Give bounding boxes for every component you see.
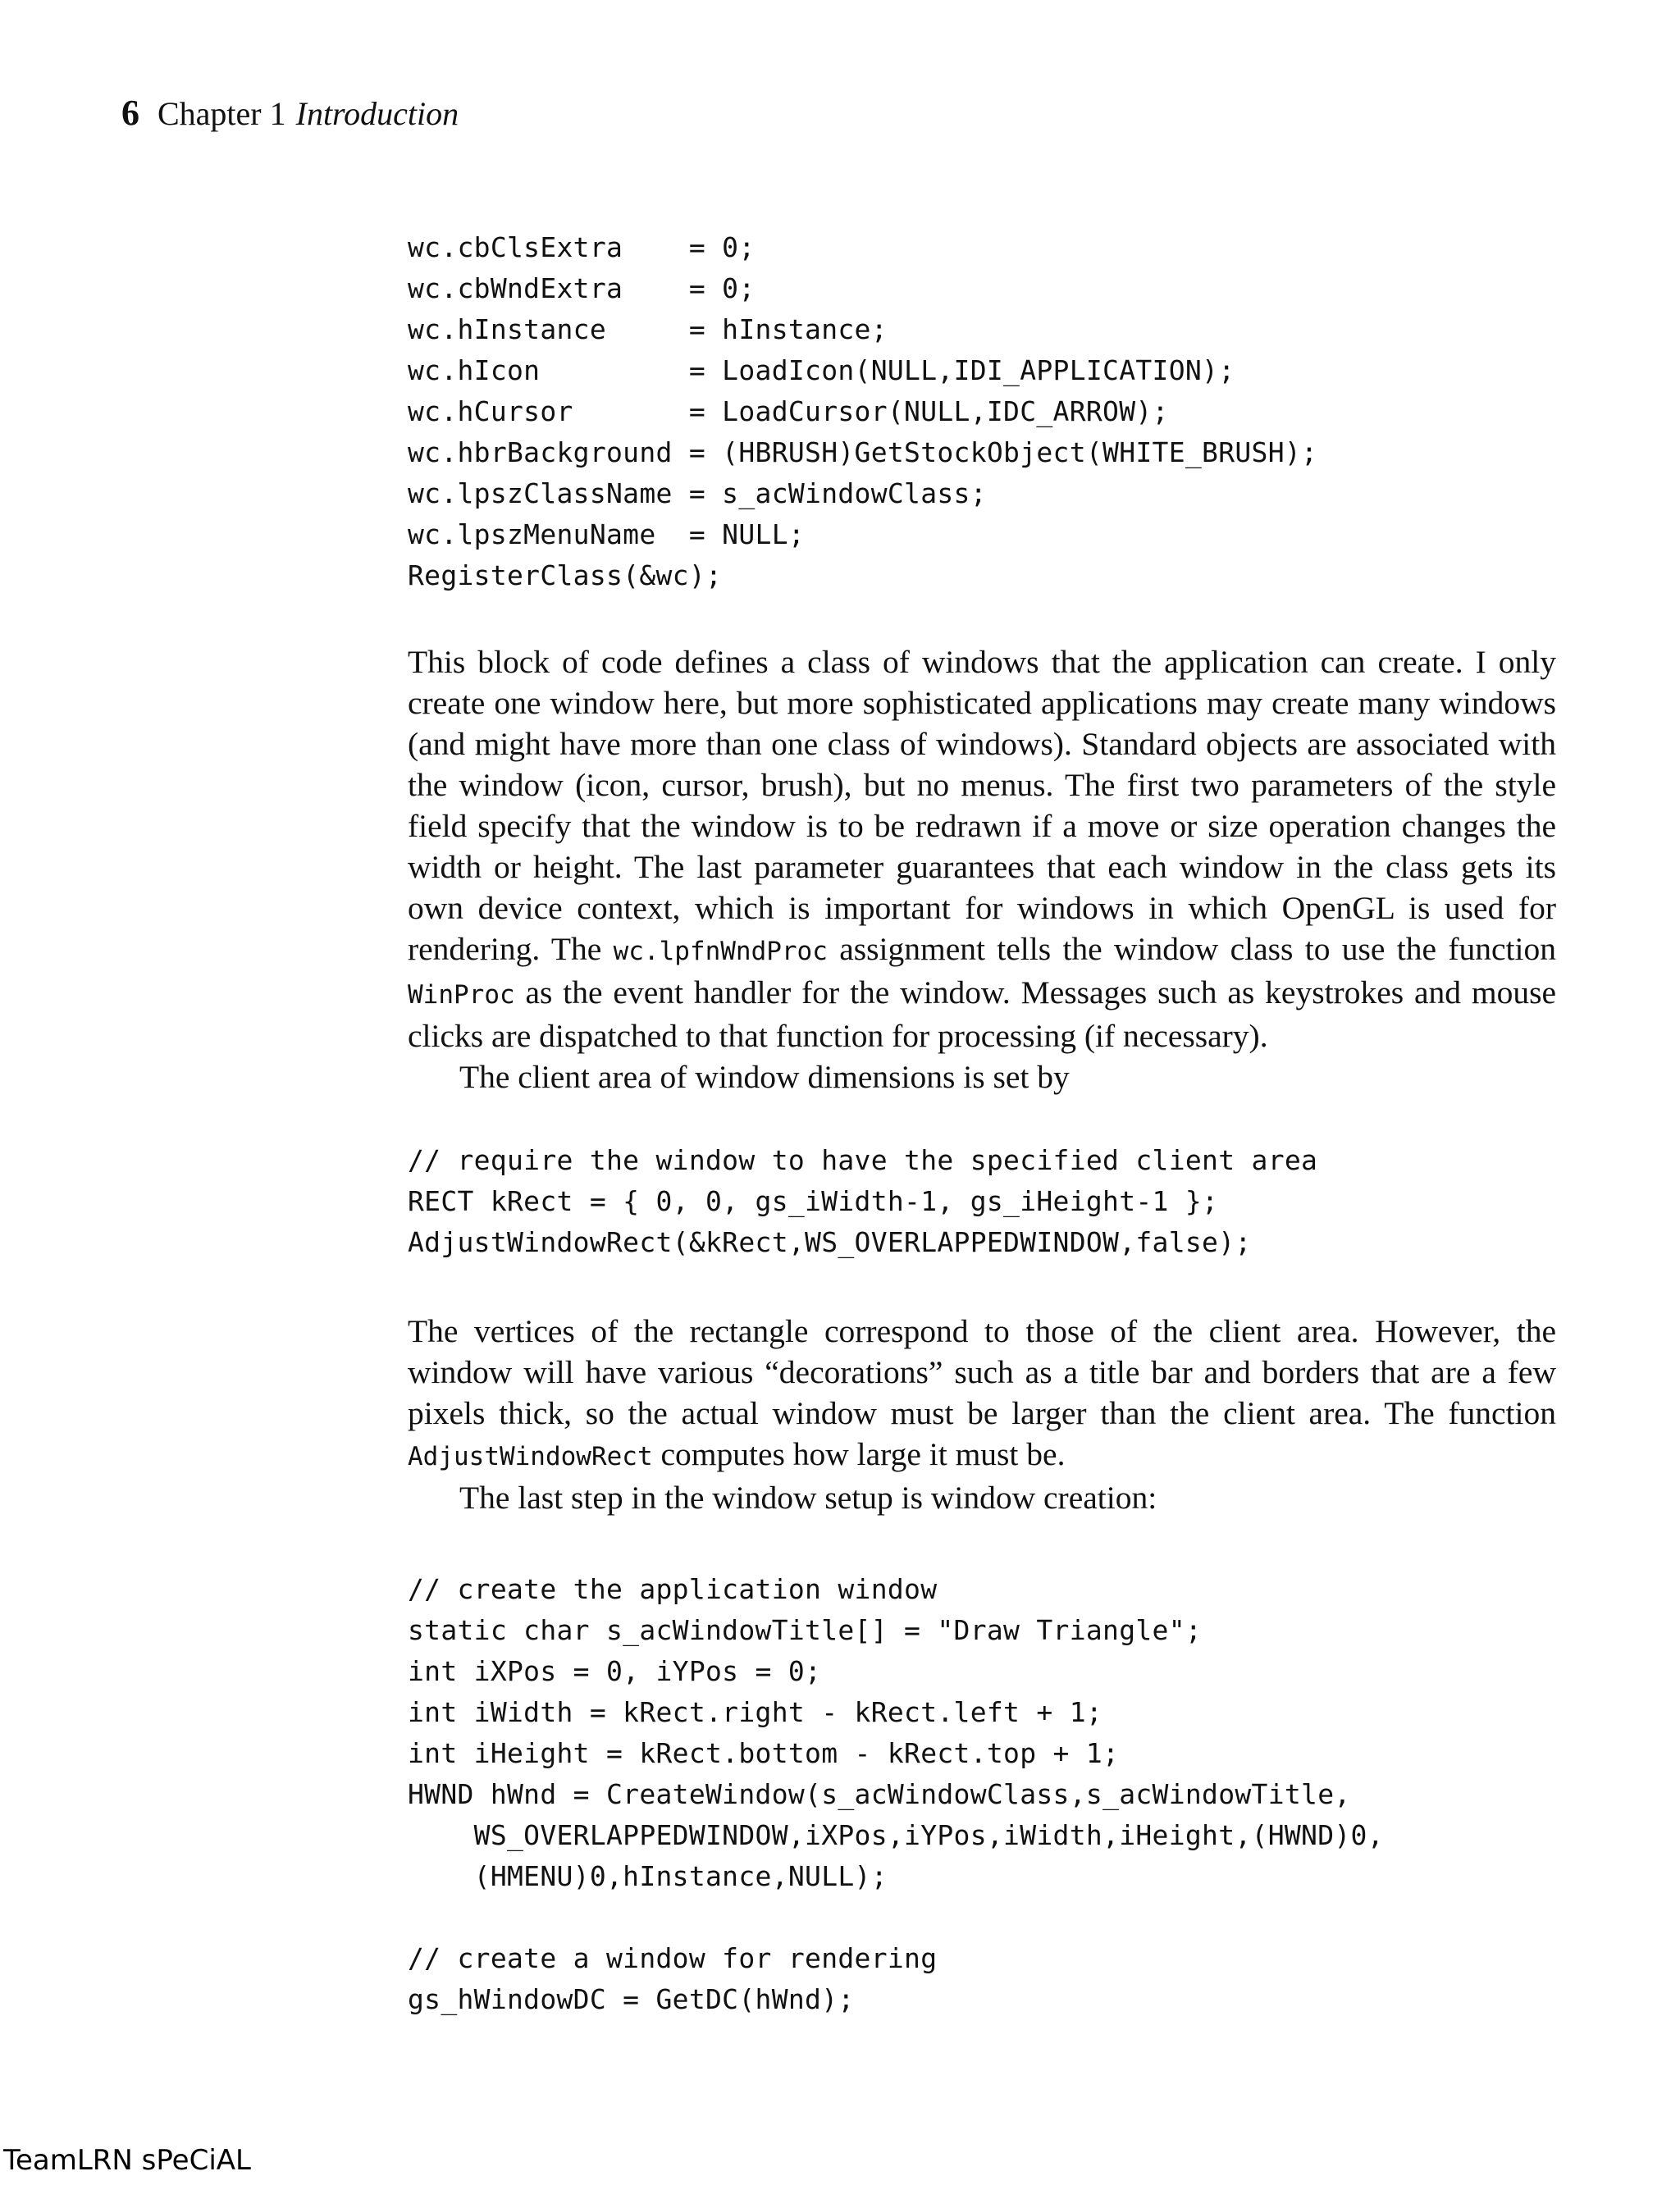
code-line: gs_hWindowDC = GetDC(hWnd); bbox=[408, 1983, 855, 2015]
chapter-title: Introduction bbox=[295, 95, 459, 132]
code-line: wc.lpszClassName = s_acWindowClass; bbox=[408, 477, 987, 509]
code-line: wc.cbClsExtra = 0; bbox=[408, 231, 756, 263]
paragraph-text: assignment tells the window class to use the function bbox=[827, 931, 1557, 967]
inline-code: WinProc bbox=[408, 980, 515, 1010]
paragraph-text: The vertices of the rectangle correspond to those of the client area. However, the window will have various “decorations” such as a title bar and borders that are a few pixels thick, so the actual window must be larger than the client area. The function bbox=[408, 1313, 1556, 1431]
code-line: HWND hWnd = CreateWindow(s_acWindowClass,s_acWindowTitle, bbox=[408, 1778, 1351, 1810]
paragraph-text: This block of code defines a class of windows that the application can create. I only create one window here, but more sophisticated applications may create many windows (and might have more than one class of windows). Standard objects are associated with the window (icon, cursor, brush), but no menus. The first two parameters of the style field specify that the window is to be redrawn if a move or size operation changes the width or height. The last parameter guarantees that each window in the class gets its own device context, which is important for windows in which OpenGL is used for rendering. The bbox=[408, 644, 1556, 967]
code-line: // create a window for rendering bbox=[408, 1942, 938, 1974]
code-line: wc.cbWndExtra = 0; bbox=[408, 272, 756, 304]
body-paragraph bbox=[408, 1311, 1556, 1477]
body-paragraph: The client area of window dimensions is set by bbox=[459, 1059, 1070, 1095]
paragraph-text: computes how large it must be. bbox=[652, 1436, 1066, 1472]
running-header bbox=[121, 89, 459, 139]
code-line: wc.hCursor = LoadCursor(NULL,IDC_ARROW); bbox=[408, 395, 1169, 427]
code-block-register-class bbox=[408, 227, 1317, 596]
code-line: wc.hInstance = hInstance; bbox=[408, 313, 888, 345]
prose-section-1 bbox=[408, 641, 1556, 1097]
code-line: wc.hIcon = LoadIcon(NULL,IDI_APPLICATION); bbox=[408, 354, 1235, 386]
inline-code: wc.lpfnWndProc bbox=[613, 937, 828, 966]
code-line: RegisterClass(&wc); bbox=[408, 559, 723, 591]
chapter-label: Chapter 1 bbox=[158, 95, 286, 132]
paragraph-text: as the event handler for the window. Messages such as keystrokes and mouse clicks are dispatched to that function for processing (if necessary). bbox=[408, 974, 1556, 1054]
code-block-create-window bbox=[408, 1569, 1384, 2020]
body-paragraph bbox=[408, 641, 1556, 1056]
code-line: static char s_acWindowTitle[] = "Draw Triangle"; bbox=[408, 1614, 1203, 1646]
inline-code: AdjustWindowRect bbox=[408, 1442, 653, 1471]
code-block-adjust-rect bbox=[408, 1140, 1317, 1263]
code-line: WS_OVERLAPPEDWINDOW,iXPos,iYPos,iWidth,iHeight,(HWND)0, bbox=[408, 1819, 1384, 1851]
code-line: AdjustWindowRect(&kRect,WS_OVERLAPPEDWINDOW,false); bbox=[408, 1226, 1252, 1258]
code-line: int iXPos = 0, iYPos = 0; bbox=[408, 1655, 822, 1687]
code-line: RECT kRect = { 0, 0, gs_iWidth-1, gs_iHeight-1 }; bbox=[408, 1185, 1219, 1217]
code-line: wc.hbrBackground = (HBRUSH)GetStockObject(WHITE_BRUSH); bbox=[408, 436, 1318, 468]
body-paragraph: The last step in the window setup is window creation: bbox=[459, 1480, 1157, 1516]
code-line: wc.lpszMenuName = NULL; bbox=[408, 518, 806, 550]
code-line: // create the application window bbox=[408, 1573, 938, 1605]
code-line: int iHeight = kRect.bottom - kRect.top + 1; bbox=[408, 1737, 1120, 1769]
watermark: TeamLRN sPeCiAL bbox=[3, 2144, 251, 2177]
page-number: 6 bbox=[121, 93, 139, 133]
code-line: // require the window to have the specified client area bbox=[408, 1144, 1318, 1176]
prose-section-2 bbox=[408, 1311, 1556, 1518]
code-line: (HMENU)0,hInstance,NULL); bbox=[408, 1860, 888, 1892]
code-line: int iWidth = kRect.right - kRect.left + 1; bbox=[408, 1696, 1103, 1728]
